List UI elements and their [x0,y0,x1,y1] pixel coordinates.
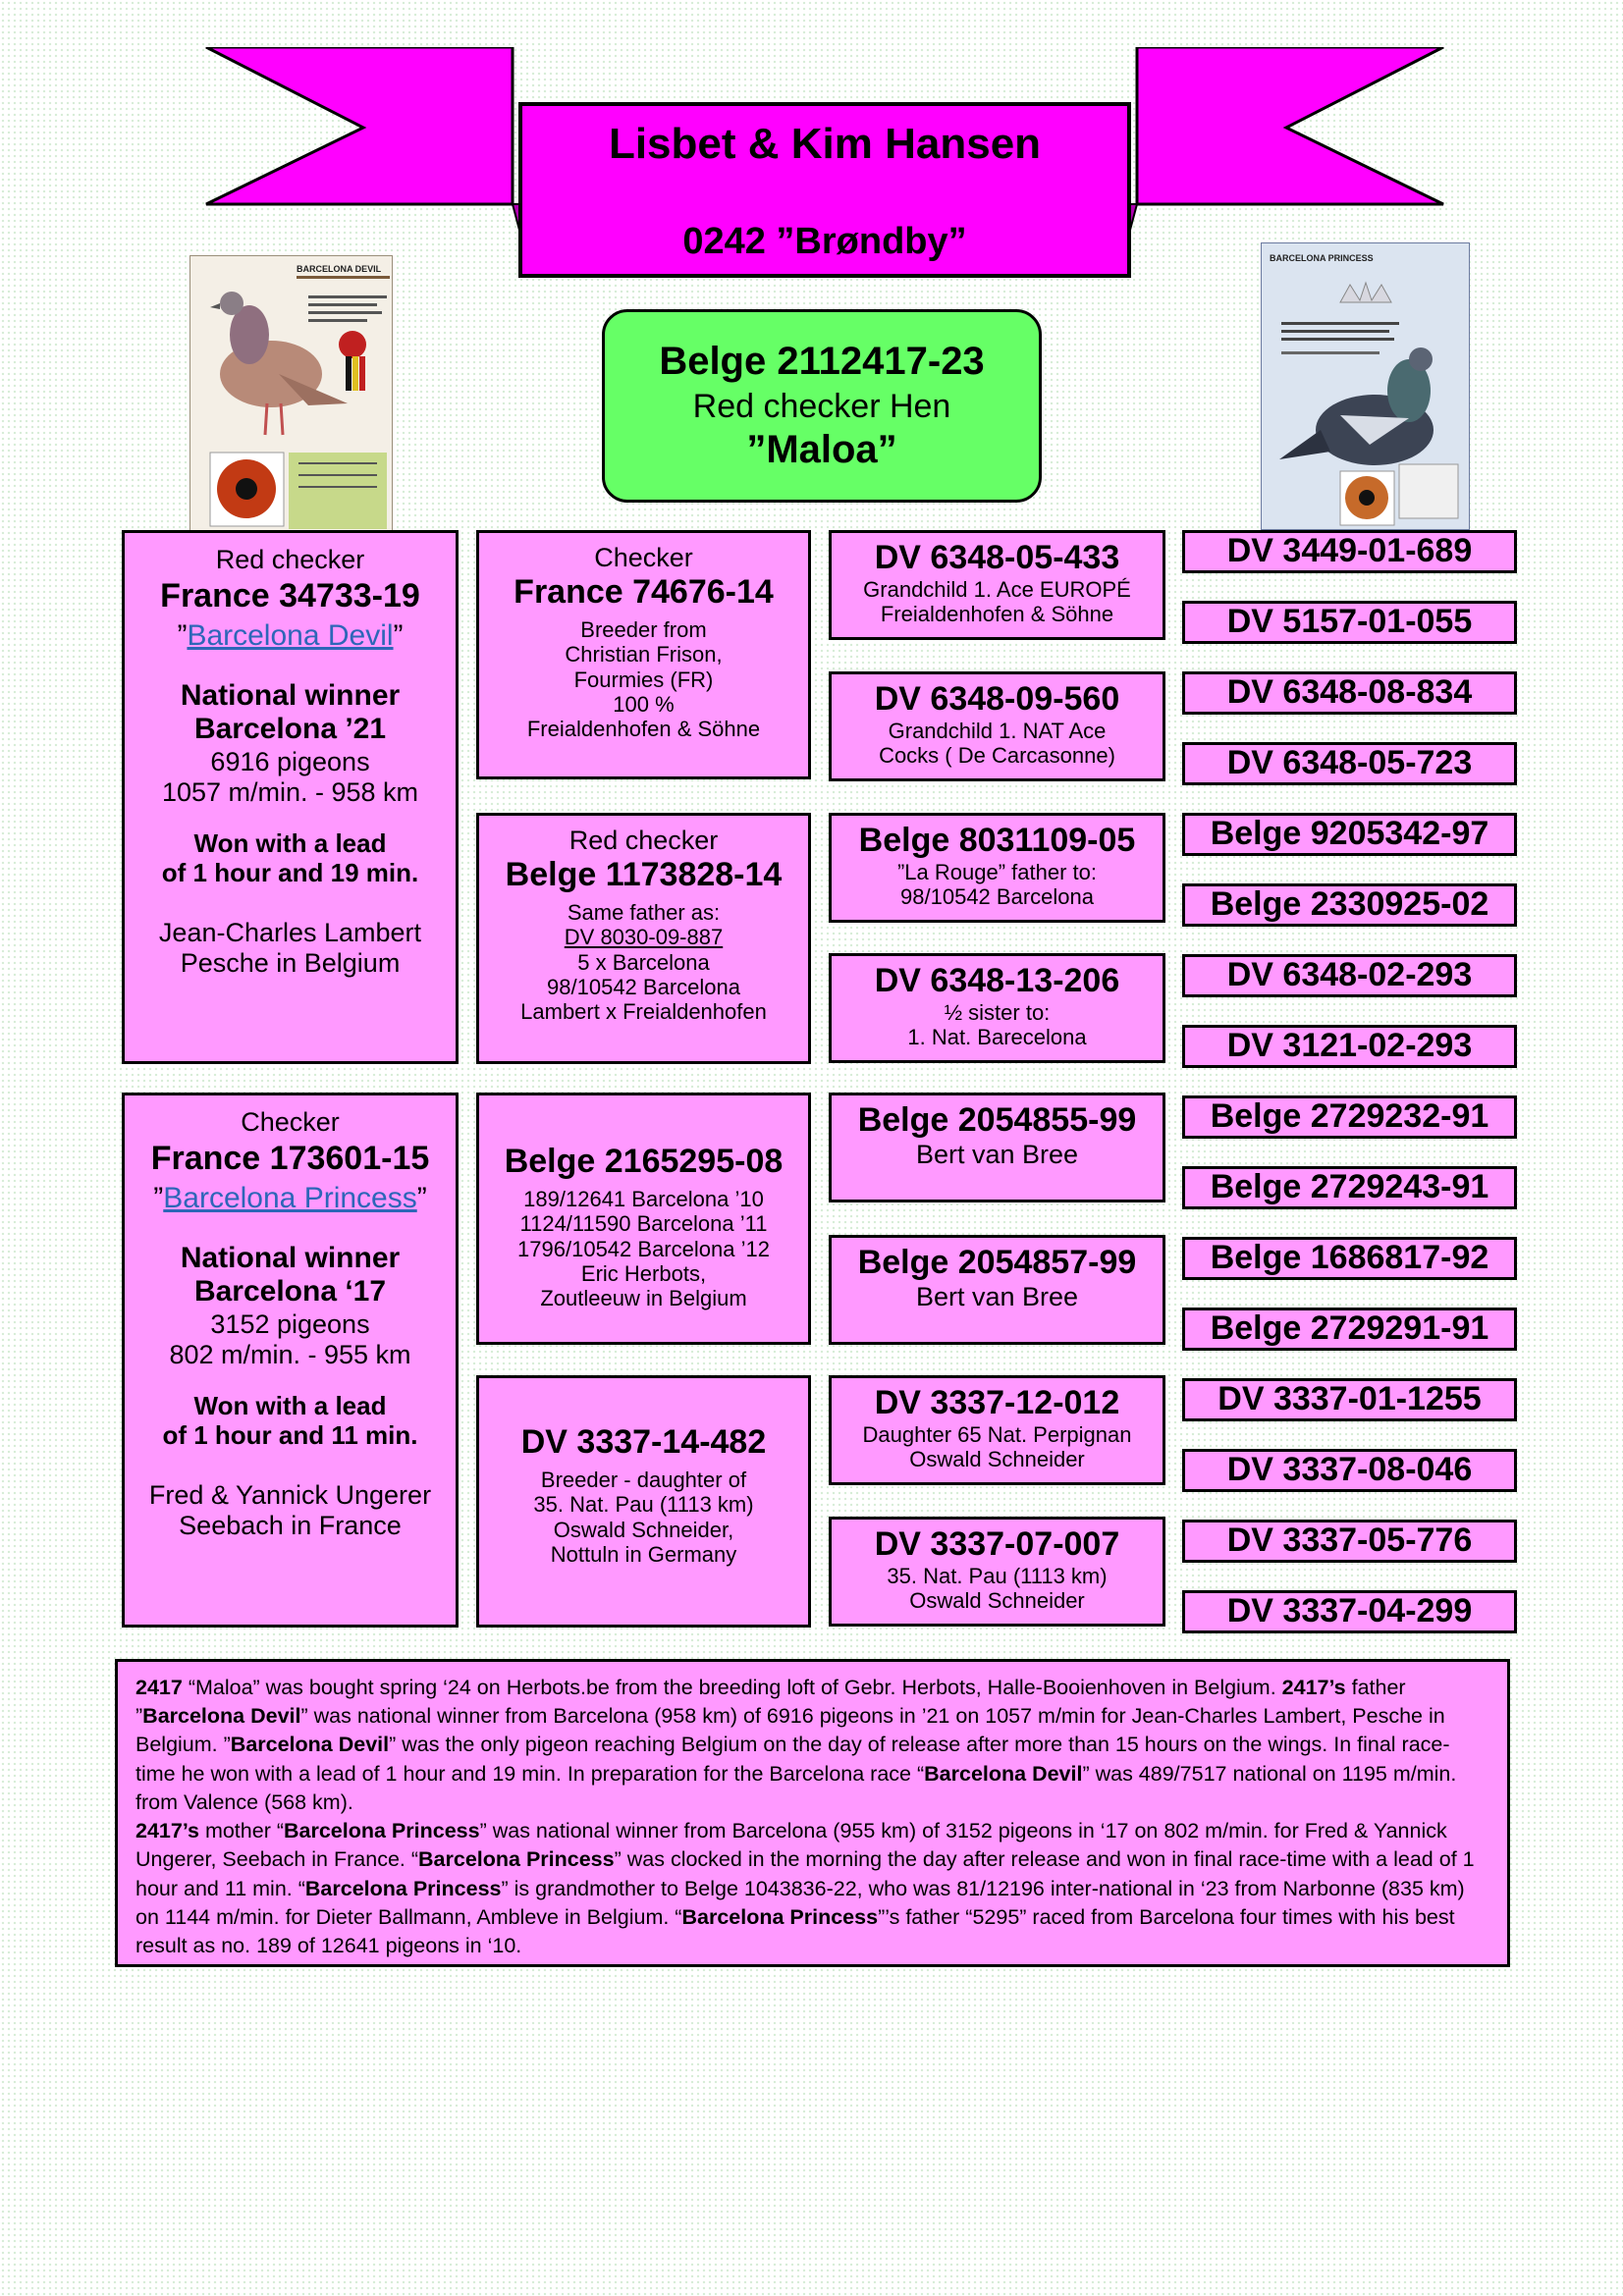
story-run: “Maloa” was bought spring ‘24 on Herbots.be from the breeding loft of Gebr. Herbots, Halle-Booienhoven in Belgium. [182,1676,1282,1699]
barcelona-devil-link[interactable]: Barcelona Devil [187,619,394,653]
story-run: Barcelona Devil [230,1733,390,1757]
grandparent-ring: DV 3337-14-482 [520,1423,767,1461]
great-grandparent-box: DV 3337-07-007 35. Nat. Pau (1113 km) Oswald Schneider [829,1517,1165,1627]
grandparent-ring: France 74676-14 [514,573,774,612]
father-box [122,530,459,1064]
grandparent-ring: Belge 2165295-08 [504,1143,784,1180]
ggg-box: DV 6348-08-834 [1182,671,1517,715]
father-lead1: Won with a lead [193,828,387,858]
story-run: Barcelona Princess [681,1904,879,1929]
mother-box [122,1093,459,1628]
barcelona-devil-photo [189,255,393,533]
subject-color: Red checker Hen [692,388,951,425]
ggg-box: Belge 2729291-91 [1182,1308,1517,1351]
father-ring: France 34733-19 [160,577,420,615]
mother-owner2: Seebach in France [179,1510,402,1540]
great-grandparent-box: DV 6348-05-433 Grandchild 1. Ace EUROPÉ Freialdenhofen & Söhne [829,530,1165,640]
ggg-box: DV 3337-01-1255 [1182,1378,1517,1421]
ggg-box: DV 3121-02-293 [1182,1025,1517,1068]
father-line1: National winner [180,678,401,712]
story-run: ” was the only pigeon reaching Belgium on the day of release after more than 15 hours on the wings. In final race-time he won with a lead of 1 hour and 19 min. In preparation for the Barcelona race “ [135,1733,1450,1786]
story-paragraph-1 [135,1674,1489,1817]
ggg-box: DV 6348-05-723 [1182,742,1517,785]
grandsire-paternal-box: Checker France 74676-14 Breeder from Christian Frison, Fourmies (FR) 100 % Freialdenhofen & Söhne [476,530,811,779]
great-grandparent-box: DV 6348-09-560 Grandchild 1. NAT Ace Cocks ( De Carcasonne) [829,671,1165,781]
story-run: ” is grandmother to Belge 1043836-22, who was 81/12196 inter-national in ‘23 from Narbonne (835 km) on 1144 m/min. for Dieter Ballmann, Ambleve in Belgium. “ [135,1876,1465,1929]
ggg-box: DV 3337-04-299 [1182,1590,1517,1633]
mother-line1: National winner [180,1241,401,1274]
mother-lead2: of 1 hour and 11 min. [162,1419,418,1450]
father-line2: Barcelona ’21 [193,713,387,746]
barcelona-princess-photo [1261,242,1470,530]
mother-line4: 802 m/min. - 955 km [169,1339,411,1369]
story-run: Barcelona Princess [304,1876,502,1900]
ggg-box: Belge 1686817-92 [1182,1237,1517,1280]
story-run: mother “ [198,1819,284,1843]
ggg-box: Belge 2729243-91 [1182,1166,1517,1209]
father-lead2: of 1 hour and 19 min. [161,857,419,887]
story-text [115,1659,1510,1967]
subject-ring: Belge 2112417-23 [659,340,985,383]
story-run: ” was clocked in the morning the day after release and won in final race-time with a lead of 1 hour and 11 min. “ [135,1847,1475,1900]
mother-line2: Barcelona ‘17 [193,1275,387,1308]
mother-color: Checker [241,1107,340,1137]
ggg-box: DV 5157-01-055 [1182,601,1517,644]
story-paragraph-2 [135,1817,1489,1960]
barcelona-princess-link[interactable]: Barcelona Princess [163,1182,417,1215]
story-run: ” was national winner from Barcelona (955 km) of 3152 pigeons in ‘17 on 802 m/min. for Fred & Yannick Ungerer, Seebach in France. “ [135,1819,1447,1872]
loft-name: 0242 ”Brøndby” [682,221,967,262]
story-run: ” was national winner from Barcelona (958 km) of 6916 pigeons in ’21 on 1057 m/min for Jean-Charles Lambert, Pesche in Belgium. ” [135,1704,1445,1757]
mother-lead1: Won with a lead [193,1390,387,1420]
great-grandparent-box: DV 6348-13-206 ½ sister to: 1. Nat. Barecelona [829,953,1165,1063]
story-run: ”’s father “5295” raced from Barcelona four times with his best result as no. 189 of 12641 pigeons in ‘10. [135,1904,1455,1958]
great-grandparent-box: Belge 2054855-99 Bert van Bree [829,1093,1165,1202]
poster-title: BARCELONA PRINCESS [1270,253,1374,263]
granddam-maternal-box: DV 3337-14-482 Breeder - daughter of 35. Nat. Pau (1113 km) Oswald Schneider, Nottuln in Germany [476,1375,811,1628]
subject-name: ”Maloa” [746,428,897,471]
father-line4: 1057 m/min. - 958 km [161,776,419,807]
subject-box [602,309,1042,503]
mother-name: ”Barcelona Princess” [153,1182,427,1215]
ggg-box: DV 6348-02-293 [1182,954,1517,997]
mother-owner1: Fred & Yannick Ungerer [148,1479,432,1510]
father-color: Red checker [215,545,365,574]
story-run: Barcelona Devil [142,1704,301,1729]
granddam-paternal-box: Red checker Belge 1173828-14 Same father as: DV 8030-09-887 5 x Barcelona 98/10542 Barcelona Lambert x Freialdenhofen [476,813,811,1064]
poster-title: BARCELONA DEVIL [297,264,382,274]
ggg-box: DV 3449-01-689 [1182,530,1517,573]
great-grandparent-box: DV 3337-12-012 Daughter 65 Nat. Perpignan Oswald Schneider [829,1375,1165,1485]
ggg-box: DV 3337-05-776 [1182,1520,1517,1563]
great-grandparent-box: Belge 8031109-05 ”La Rouge” father to: 98/10542 Barcelona [829,813,1165,923]
story-run: ” was 489/7517 national on 1195 m/min. from Valence (568 km). [135,1761,1457,1814]
ggg-box: Belge 2330925-02 [1182,883,1517,927]
father-line3: 6916 pigeons [210,746,370,776]
story-run: Barcelona Devil [924,1761,1083,1786]
grandsire-maternal-box: Belge 2165295-08 189/12641 Barcelona ’10 1124/11590 Barcelona ’11 1796/10542 Barcelona ’12 Eric Herbots, Zoutleeuw in Belgium [476,1093,811,1345]
ggg-box: Belge 2729232-91 [1182,1095,1517,1139]
pigeon-image [190,256,393,533]
great-grandparent-box: Belge 2054857-99 Bert van Bree [829,1235,1165,1345]
story-run: Barcelona Princess [418,1847,615,1872]
ggg-box: Belge 9205342-97 [1182,813,1517,856]
story-run: 2417’s [1281,1676,1346,1699]
father-owner1: Jean-Charles Lambert [158,917,422,947]
mother-ring: France 173601-15 [150,1140,430,1178]
father-owner2: Pesche in Belgium [180,947,401,978]
pigeon-image [1262,243,1470,530]
owner-name: Lisbet & Kim Hansen [608,120,1042,168]
ggg-box: DV 3337-08-046 [1182,1449,1517,1492]
mother-line3: 3152 pigeons [210,1308,370,1339]
father-name: ”Barcelona Devil” [177,619,404,653]
grandparent-ring: Belge 1173828-14 [505,856,783,894]
story-run: 2417’s [135,1819,199,1843]
story-run: Barcelona Princess [284,1819,480,1843]
story-run: 2417 [135,1676,183,1699]
story-run: father ” [135,1676,1406,1729]
